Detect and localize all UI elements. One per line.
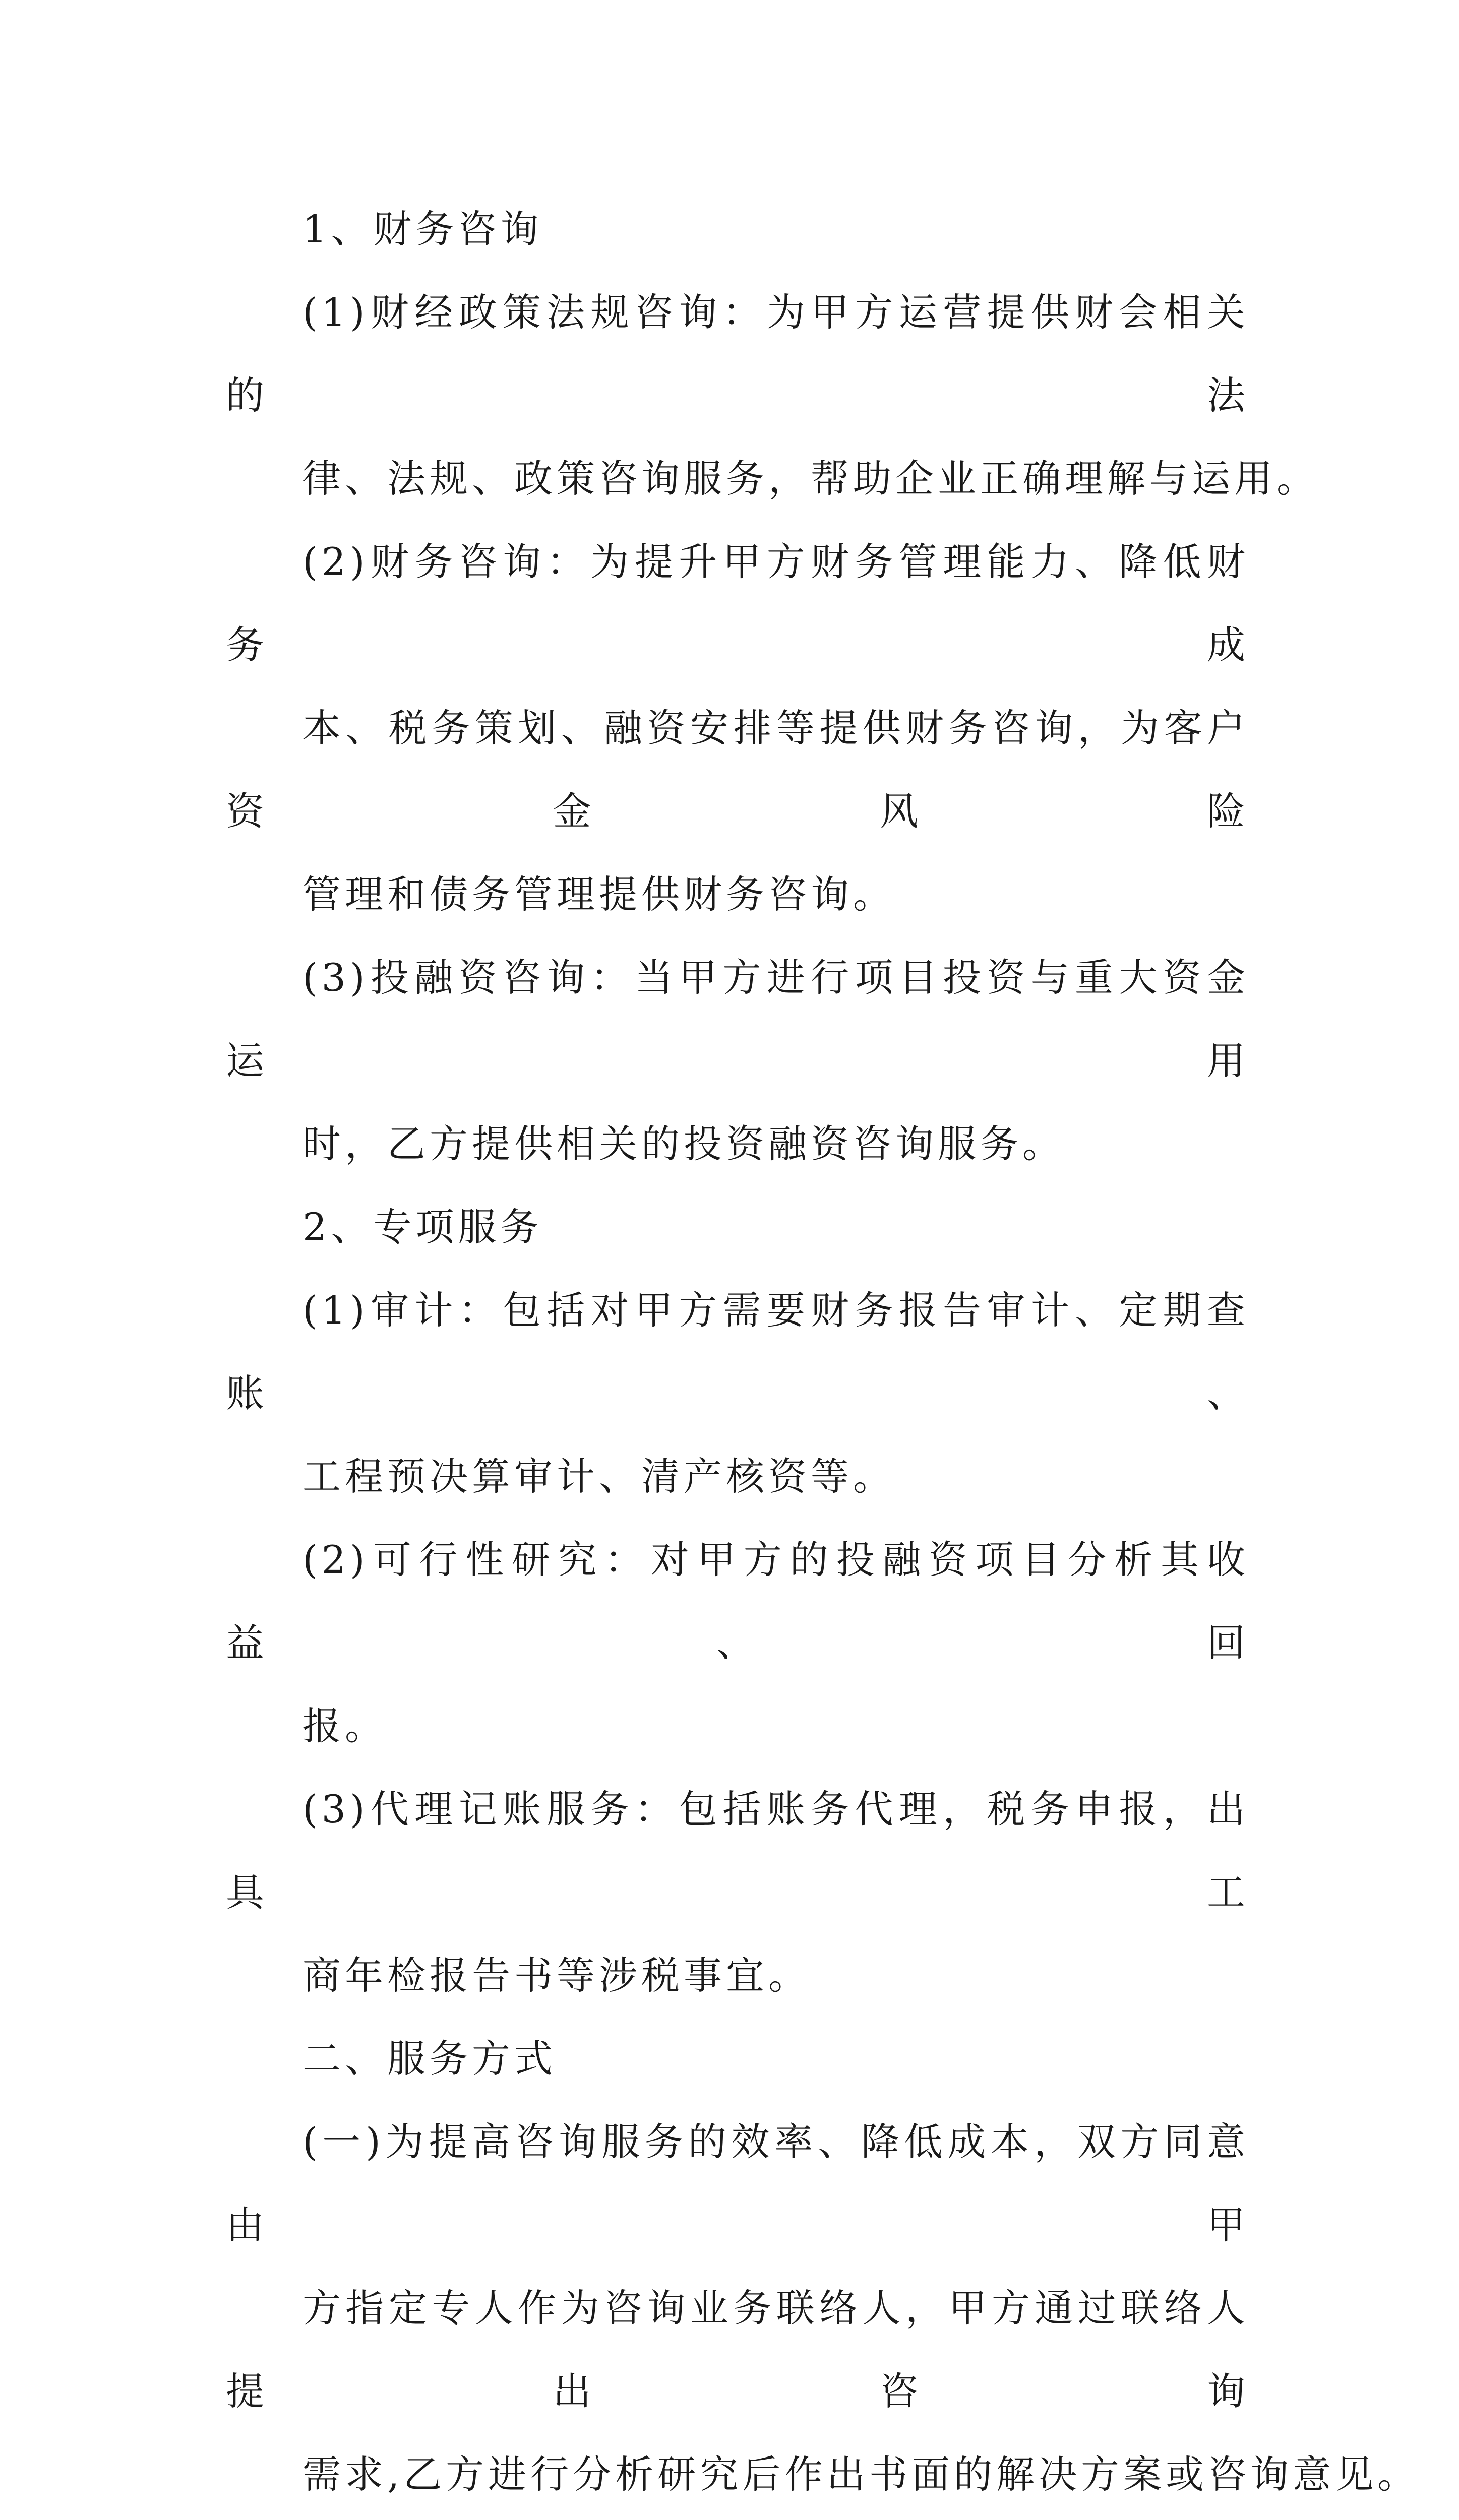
text-line: 工程预决算审计、清产核资等。 <box>302 1454 895 1499</box>
text-line: (2)可行性研究：对甲方的投融资项目分析其收益、回 <box>226 1537 1249 1665</box>
paragraph-liaison <box>226 2100 1420 2516</box>
paragraph-service-mode-heading <box>226 2017 1249 2100</box>
text-line: 本、税务策划、融资安排等提供财务咨询，为客户资金风险 <box>226 706 1249 834</box>
document-body <box>226 187 1420 2520</box>
text-line: 管理和债务管理提供财务咨询。 <box>302 872 895 917</box>
paragraph-exchange-methods <box>226 2516 1249 2520</box>
text-line: (3)代理记账服务：包括账务代理，税务申报，出具工 <box>226 1787 1249 1915</box>
paragraph-special-services-heading <box>226 1185 1249 1269</box>
paragraph-investment-consulting <box>226 936 1249 1185</box>
text-line: 需求,乙方进行分析研究后作出书面的解决方案或咨询意见。 <box>302 2452 1420 2497</box>
paragraph-financial-consulting-heading <box>226 187 1249 271</box>
paragraph-audit <box>226 1269 1249 1518</box>
text-line: 2、专项服务 <box>302 1205 543 1249</box>
text-line: 报。 <box>302 1704 387 1748</box>
paragraph-bookkeeping <box>226 1768 1249 2017</box>
text-line: 商年检报告书等涉税事宜。 <box>302 1953 811 1998</box>
paragraph-policy-consulting <box>226 271 1319 520</box>
text-line: (一)为提高咨询服务的效率、降低成本，双方同意由甲 <box>226 2119 1249 2247</box>
text-line: (3)投融资咨询：当甲方进行项目投资与重大资金运用 <box>226 955 1249 1083</box>
text-line: 1、财务咨询 <box>302 207 543 251</box>
text-line: 二、服务方式 <box>302 2036 557 2081</box>
text-line <box>226 2516 1249 2520</box>
text-line: (2)财务咨询：为提升甲方财务管理能力、降低财务成 <box>226 539 1249 667</box>
text-line: (1)财经政策法规咨询：为甲方运营提供财会相关的法 <box>226 290 1249 418</box>
paragraph-feasibility-study <box>226 1518 1249 1768</box>
text-line: 律、法规、政策咨询服务，帮助企业正确理解与运用。 <box>302 456 1319 501</box>
text-line: 方指定专人作为咨询业务联络人，甲方通过联络人提出咨询 <box>226 2286 1249 2414</box>
text-line: (1)审计：包括对甲方需要财务报告审计、定期查账、 <box>226 1288 1249 1416</box>
text-line: 时，乙方提供相关的投资融资咨询服务。 <box>302 1121 1065 1166</box>
paragraph-financial-consulting <box>226 520 1249 936</box>
